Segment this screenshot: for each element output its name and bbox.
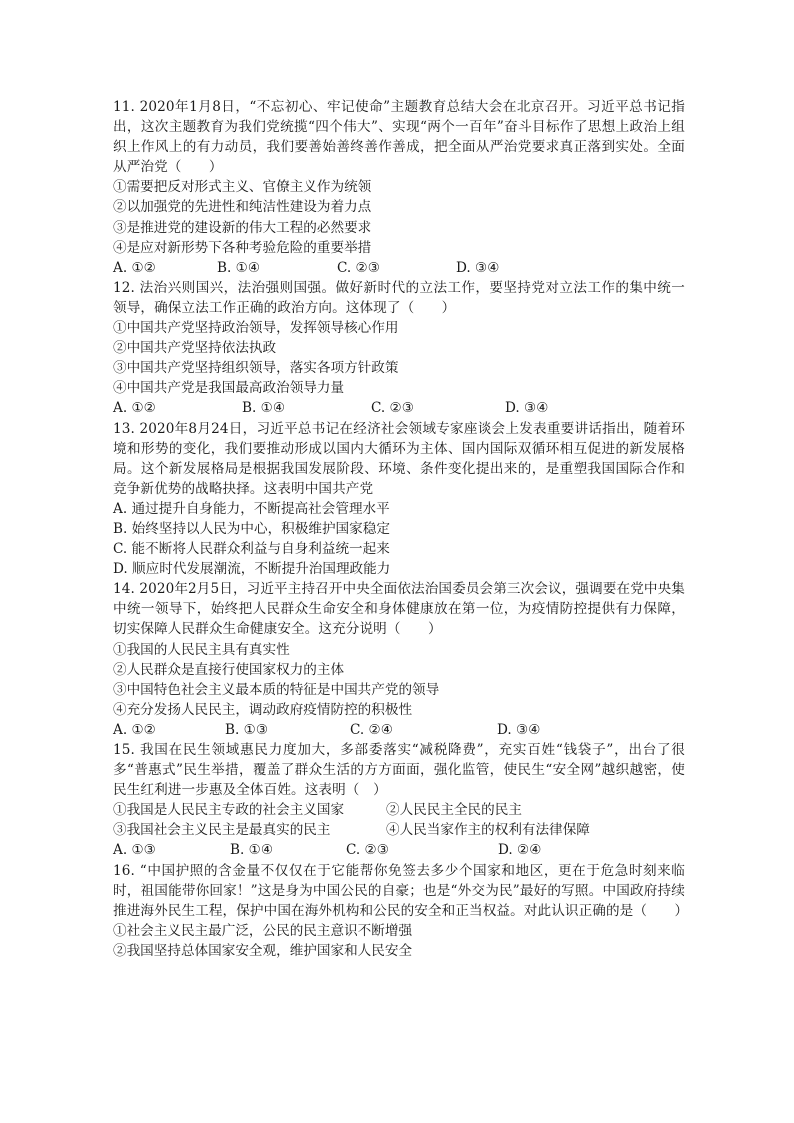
answer-options (113, 258, 685, 278)
statement: ①我国是人民民主专政的社会主义国家 (113, 802, 345, 819)
question-stem: 16. “中国护照的含金量不仅仅在于它能帮你免签去多少个国家和地区，更在于危急时刻来临时，祖国能带你回家！”这是身为中国公民的自豪；也是“外交为民”最好的写照。中国政府持续推进海外民生工程，保护中国在海外机构和公民的安全和正当权益。对此认识正确的是（ ） (113, 862, 689, 919)
statement: ①我国的人民民主具有真实性 (113, 641, 290, 658)
statement: ②人民群众是直接行使国家权力的主体 (113, 661, 345, 678)
option-c[interactable]: C. ②③ (337, 259, 380, 276)
option-a[interactable]: A. ①③ (113, 842, 156, 859)
question-stem: 15. 我国在民生领域惠民力度加大，多部委落实“减税降费”，充实百姓“钱袋子”，出台了很多“普惠式”民生举措，覆盖了群众生活的方方面面，强化监管，使民生“安全网”越织越密，使民生红利进一步惠及全体百姓。这表明（ ） (113, 742, 685, 799)
statement: ①需要把反对形式主义、官僚主义作为统领 (113, 179, 372, 196)
question-16 (113, 861, 689, 961)
option-c[interactable]: C. 能不断将人民群众利益与自身利益统一起来 (113, 541, 390, 558)
option-d[interactable]: D. ③④ (497, 721, 541, 738)
option-a[interactable]: A. 通过提升自身能力，不断提高社会管理水平 (113, 500, 390, 517)
question-15 (113, 740, 685, 861)
question-stem: 12. 法治兴则国兴，法治强则国强。做好新时代的立法工作，要坚持党对立法工作的集中统一领导，确保立法工作正确的政治方向。这体现了（ ） (113, 279, 685, 316)
statement: ①社会主义民主最广泛，公民的民主意识不断增强 (113, 922, 413, 939)
option-b[interactable]: B. ①④ (242, 400, 286, 417)
option-a[interactable]: A. ①② (113, 721, 156, 738)
question-12 (113, 278, 685, 419)
option-d[interactable]: D. ②④ (498, 842, 542, 859)
question-14 (113, 579, 685, 740)
option-b[interactable]: B. ①③ (225, 721, 269, 738)
answer-options (113, 840, 685, 860)
question-stem: 13. 2020年8月24日，习近平总书记在经济社会领域专家座谈会上发表重要讲话指出，随着环境和形势的变化，我们要推动形成以国内大循环为主体、国内国际双循环相互促进的新发展格局。这个新发展格局是根据我国发展阶段、环境、条件变化提出来的，是重塑我国国际合作和竞争新优势的战略抉择。这表明中国共产党 (113, 420, 685, 497)
question-11 (113, 97, 685, 278)
exam-page (113, 97, 689, 961)
option-a[interactable]: A. ①② (113, 259, 156, 276)
statement: ④充分发扬人民民主，调动政府疫情防控的积极性 (113, 701, 413, 718)
statement: ③是推进党的建设新的伟大工程的必然要求 (113, 219, 372, 236)
answer-options (113, 720, 685, 740)
question-stem: 14. 2020年2月5日，习近平主持召开中央全面依法治国委员会第三次会议，强调要在党中央集中统一领导下，始终把人民群众生命安全和身体健康放在第一位，为疫情防控提供有力保障，切实保障人民群众生命健康安全。这充分说明（ ） (113, 581, 685, 638)
option-d[interactable]: D. ③④ (505, 400, 549, 417)
option-b[interactable]: B. ①④ (230, 842, 274, 859)
statement: ②人民民主全民的民主 (386, 802, 522, 819)
option-a[interactable]: A. ①② (113, 400, 156, 417)
statement: ②以加强党的先进性和纯洁性建设为着力点 (113, 199, 372, 216)
statement: ①中国共产党坚持政治领导，发挥领导核心作用 (113, 320, 399, 337)
option-c[interactable]: C. ②③ (346, 842, 389, 859)
statement: ③我国社会主义民主是最真实的民主 (113, 822, 331, 839)
statement: ④是应对新形势下各种考验危险的重要举措 (113, 239, 372, 256)
statement: ④人民当家作主的权利有法律保障 (386, 822, 590, 839)
statement: ③中国特色社会主义最本质的特征是中国共产党的领导 (113, 681, 440, 698)
option-d[interactable]: D. ③④ (456, 259, 500, 276)
statement: ②中国共产党坚持依法执政 (113, 340, 277, 357)
statement: ③中国共产党坚持组织领导，落实各项方针政策 (113, 360, 399, 377)
statement: ②我国坚持总体国家安全观，维护国家和人民安全 (113, 942, 413, 959)
question-13 (113, 419, 685, 580)
option-b[interactable]: B. ①④ (217, 259, 261, 276)
statement: ④中国共产党是我国最高政治领导力量 (113, 380, 345, 397)
option-c[interactable]: C. ②④ (350, 721, 393, 738)
statement-row (113, 820, 685, 840)
option-c[interactable]: C. ②③ (371, 400, 414, 417)
question-stem: 11. 2020年1月8日，“不忘初心、牢记使命”主题教育总结大会在北京召开。习近平总书记指出，这次主题教育为我们党统揽“四个伟大”、实现“两个一百年”奋斗目标作了思想上政治上组织上作风上的有力动员，我们要善始善终善作善成，把全面从严治党要求真正落到实处。全面从严治党（ ） (113, 99, 685, 176)
option-d[interactable]: D. 顺应时代发展潮流，不断提升治国理政能力 (113, 561, 391, 578)
option-b[interactable]: B. 始终坚持以人民为中心，积极维护国家稳定 (113, 520, 390, 537)
statement-row (113, 800, 685, 820)
answer-options (113, 398, 685, 418)
